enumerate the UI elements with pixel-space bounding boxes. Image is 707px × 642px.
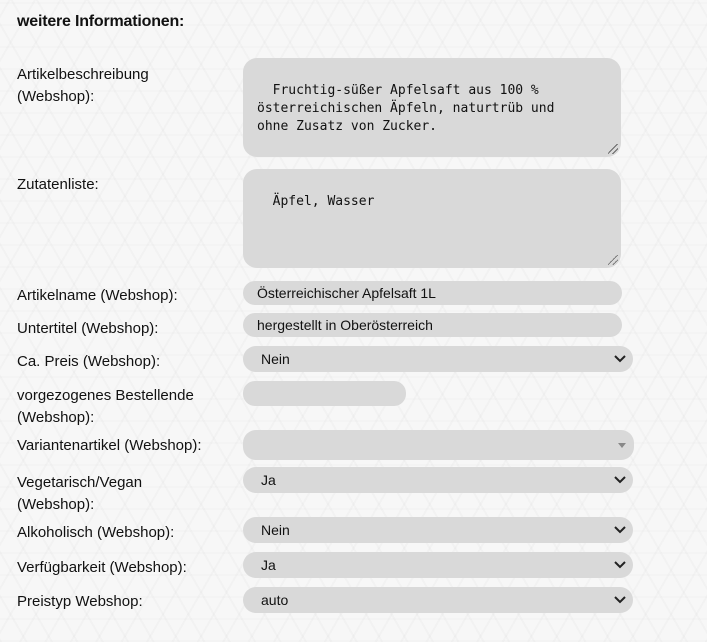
textarea-value: Fruchtig-süßer Apfelsaft aus 100 % österreichischen Äpfeln, naturtrüb und ohne Zusatz von Zucker. — [257, 83, 555, 134]
chevron-down-icon — [613, 525, 627, 535]
caret-down-icon — [618, 443, 626, 448]
select-value: auto — [261, 592, 289, 608]
chevron-down-icon — [613, 354, 627, 364]
preistyp-select[interactable] — [243, 587, 633, 613]
label-bestellende — [17, 385, 194, 429]
label-vegetarisch — [17, 472, 142, 516]
label-untertitel: Untertitel (Webshop): — [17, 320, 159, 337]
label-line: (Webshop): — [17, 409, 95, 426]
variantenartikel-select[interactable] — [243, 430, 634, 460]
zutatenliste-textarea[interactable] — [243, 169, 621, 268]
label-line: (Webshop): — [17, 496, 95, 513]
select-value: Ja — [261, 472, 276, 488]
label-line: vorgezogenes Bestellende — [17, 387, 194, 404]
chevron-down-icon — [613, 475, 627, 485]
label-variantenartikel: Variantenartikel (Webshop): — [17, 437, 202, 454]
resize-grip-icon[interactable] — [608, 144, 618, 154]
textarea-value: Äpfel, Wasser — [272, 194, 375, 209]
label-line: Vegetarisch/Vegan — [17, 474, 143, 491]
label-ca-preis: Ca. Preis (Webshop): — [17, 353, 161, 370]
label-artikelbeschreibung — [17, 64, 149, 108]
select-value: Nein — [261, 351, 290, 367]
select-value: Nein — [261, 522, 290, 538]
label-preistyp: Preistyp Webshop: — [17, 593, 143, 610]
vegetarisch-select[interactable] — [243, 467, 633, 493]
artikelbeschreibung-textarea[interactable] — [243, 58, 621, 157]
chevron-down-icon — [613, 560, 627, 570]
ca-preis-select[interactable] — [243, 346, 633, 372]
section-heading: weitere Informationen: — [17, 13, 185, 30]
label-line: Artikelbeschreibung — [17, 66, 149, 83]
select-value: Ja — [261, 557, 276, 573]
label-zutatenliste: Zutatenliste: — [17, 176, 99, 193]
resize-grip-icon[interactable] — [608, 255, 618, 265]
bestellende-date-input[interactable] — [243, 381, 406, 406]
label-artikelname: Artikelname (Webshop): — [17, 287, 178, 304]
label-alkoholisch: Alkoholisch (Webshop): — [17, 524, 175, 541]
verfuegbarkeit-select[interactable] — [243, 552, 633, 578]
untertitel-input[interactable]: hergestellt in Oberösterreich — [243, 313, 622, 337]
label-line: (Webshop): — [17, 88, 95, 105]
alkoholisch-select[interactable] — [243, 517, 633, 543]
chevron-down-icon — [613, 595, 627, 605]
artikelname-input[interactable]: Österreichischer Apfelsaft 1L — [243, 281, 622, 305]
label-verfuegbarkeit: Verfügbarkeit (Webshop): — [17, 559, 187, 576]
